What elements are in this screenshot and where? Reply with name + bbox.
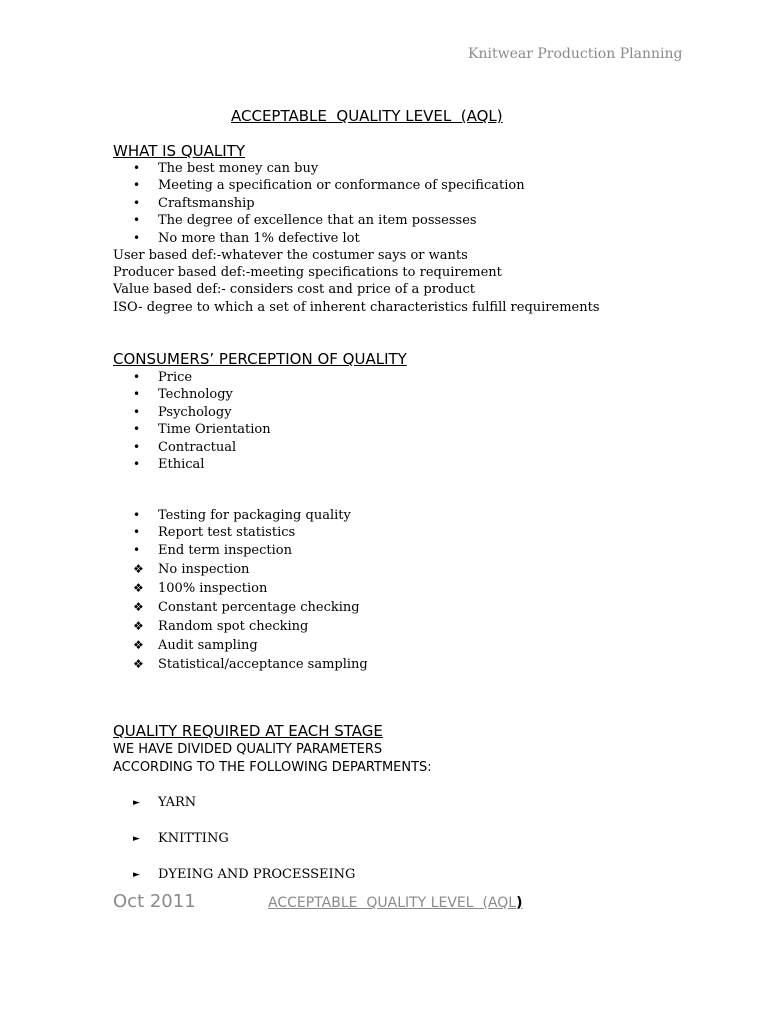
- bullet-icon: •: [133, 404, 141, 419]
- list-item: • Meeting a specification or conformance of specification: [133, 178, 525, 194]
- list-item: • The degree of excellence that an item possesses: [133, 213, 477, 229]
- bullet-icon: •: [133, 370, 141, 384]
- list-item: • Ethical: [133, 456, 205, 472]
- list-item: • Craftsmanship: [133, 195, 255, 211]
- diamond-icon: ❖: [133, 619, 144, 633]
- list-item: ❖ Constant percentage checking: [133, 600, 360, 615]
- intro-line: WE HAVE DIVIDED QUALITY PARAMETERS: [113, 742, 383, 757]
- diamond-icon: ❖: [133, 600, 144, 614]
- diamond-icon: ❖: [133, 657, 144, 671]
- triangle-icon: ►: [133, 870, 140, 880]
- bullet-icon: •: [133, 456, 141, 471]
- definition-line: Value based def:- considers cost and price of a product: [113, 282, 475, 298]
- definition-line: Producer based def:-meeting specifications to requirement: [113, 265, 502, 281]
- bullet-icon: •: [133, 439, 141, 454]
- section-heading-quality-each-stage: QUALITY REQUIRED AT EACH STAGE: [113, 722, 383, 740]
- document-title: ACCEPTABLE QUALITY LEVEL (AQL): [231, 107, 503, 125]
- departments-list: [133, 794, 355, 902]
- footer-title-closing-paren: ): [516, 895, 523, 911]
- bullet-icon: •: [133, 542, 141, 557]
- list-item: ❖ Random spot checking: [133, 619, 309, 634]
- section-heading-what-is-quality: WHAT IS QUALITY: [113, 142, 246, 160]
- triangle-icon: ►: [133, 834, 140, 844]
- bullet-icon: •: [133, 508, 141, 522]
- definition-line: User based def:-whatever the costumer says or wants: [113, 248, 468, 263]
- list-item: • Psychology: [133, 404, 232, 420]
- consumers-perception-list: [133, 369, 271, 473]
- list-item: ► KNITTING: [133, 831, 229, 846]
- inspection-types-list: [133, 560, 368, 674]
- diamond-icon: ❖: [133, 562, 144, 576]
- quality-definitions: [113, 247, 600, 316]
- quality-stage-intro: [113, 741, 432, 776]
- list-item: • Testing for packaging quality: [133, 508, 351, 523]
- intro-line: ACCORDING TO THE FOLLOWING DEPARTMENTS:: [113, 759, 432, 775]
- definition-line: ISO- degree to which a set of inherent characteristics fulfill requirements: [113, 299, 600, 315]
- bullet-icon: •: [133, 178, 141, 193]
- footer-title: [268, 895, 522, 911]
- running-header: Knitwear Production Planning: [468, 46, 683, 62]
- list-item: ► DYEING AND PROCESSEING: [133, 867, 356, 882]
- bullet-icon: •: [133, 213, 141, 228]
- footer-title-text: ACCEPTABLE QUALITY LEVEL (AQL: [268, 895, 517, 911]
- testing-list: [133, 507, 351, 559]
- footer-date: Oct 2011: [113, 891, 196, 912]
- list-item: ❖ No inspection: [133, 562, 250, 577]
- bullet-icon: •: [133, 422, 141, 437]
- list-item: • End term inspection: [133, 542, 292, 558]
- bullet-icon: •: [133, 525, 141, 540]
- list-item: ❖ 100% inspection: [133, 581, 268, 596]
- diamond-icon: ❖: [133, 638, 144, 652]
- what-is-quality-list: [133, 160, 525, 247]
- bullet-icon: •: [133, 195, 141, 210]
- list-item: • Time Orientation: [133, 422, 271, 438]
- list-item: ❖ Statistical/acceptance sampling: [133, 657, 368, 672]
- list-item: • The best money can buy: [133, 161, 319, 176]
- bullet-icon: •: [133, 230, 141, 245]
- list-item: • Technology: [133, 387, 233, 403]
- triangle-icon: ►: [133, 798, 140, 808]
- bullet-icon: •: [133, 387, 141, 402]
- list-item: ► YARN: [133, 795, 197, 810]
- list-item: ❖ Audit sampling: [133, 638, 258, 653]
- bullet-icon: •: [133, 161, 141, 175]
- diamond-icon: ❖: [133, 581, 144, 595]
- list-item: • No more than 1% defective lot: [133, 230, 360, 246]
- section-heading-consumers-perception: CONSUMERS’ PERCEPTION OF QUALITY: [113, 350, 407, 368]
- list-item: • Report test statistics: [133, 525, 296, 541]
- list-item: • Contractual: [133, 439, 237, 455]
- list-item: • Price: [133, 370, 193, 385]
